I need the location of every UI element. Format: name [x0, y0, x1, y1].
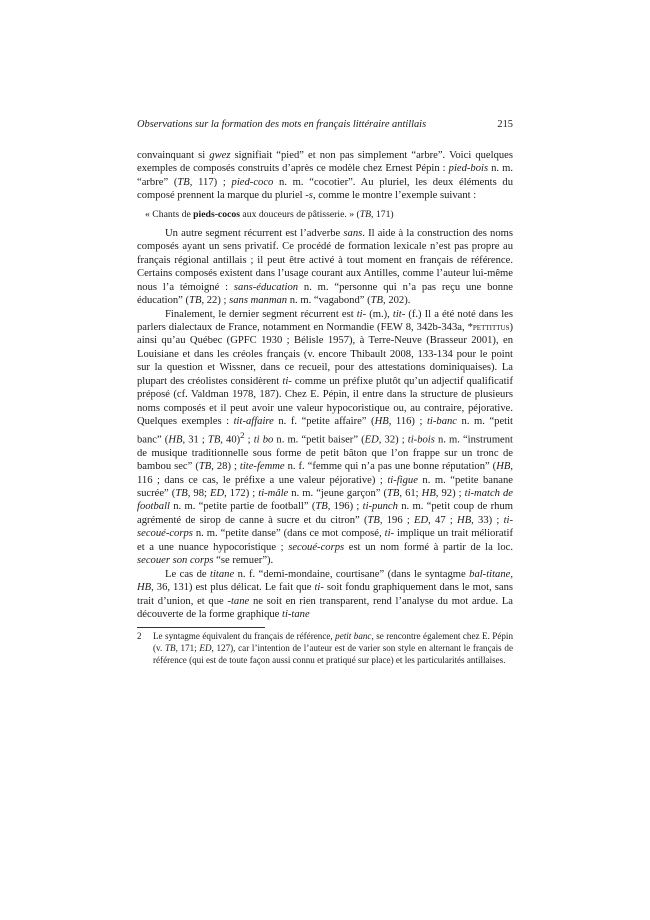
footnote-number: 2 [137, 631, 142, 642]
italic-text: ED [364, 434, 379, 446]
italic-text: ti- [384, 528, 395, 540]
italic-text: sans-éducation [233, 281, 299, 293]
italic-text: TB [315, 501, 328, 513]
italic-text: ti-mâle [258, 487, 289, 499]
italic-text: TB [189, 295, 202, 307]
page-number: 215 [497, 119, 513, 130]
italic-text: ti-match de football [137, 487, 513, 513]
italic-text: HB [137, 582, 152, 594]
italic-text: ti-banc [426, 416, 457, 428]
italic-text: sans manman [229, 295, 288, 307]
italic-text: ED [199, 643, 212, 654]
italic-text: tit-affaire [233, 416, 274, 428]
italic-text: pied-bois [448, 163, 489, 175]
italic-text: ED [209, 487, 225, 499]
italic-text: ti-bois [407, 434, 435, 446]
italic-text: ti-punch [362, 501, 398, 513]
italic-text: HB [168, 434, 183, 446]
paragraph: convainquant si gwez signifiait “pied” et non pas simplement “arbre”. Voici quelques exemples de composés construits d’après ce modèle chez Ernest Pépin : pied-bois n. m. “arbre” (TB, 117) ; pied-coco n. m. “cocotier”. Au pluriel, les deux éléments du composé prennent la marque du pluriel -s, comme le montre l’exemple suivant : [137, 150, 514, 202]
italic-text: gwez [209, 150, 231, 161]
italic-text: HB [496, 461, 511, 473]
body-text [137, 149, 513, 621]
italic-text: -s [305, 190, 313, 202]
italic-text: ED [414, 514, 429, 526]
small-caps-text: pettittus [472, 321, 510, 333]
italic-text: petit banc [335, 631, 372, 642]
bold-text: pieds-cocos [193, 208, 240, 220]
italic-text: ti-secoué-corps [137, 514, 513, 540]
italic-text: secoué-corps [288, 541, 345, 553]
italic-text: pied-coco [231, 176, 274, 188]
footnote [137, 631, 513, 666]
italic-text: TB [198, 461, 212, 473]
italic-text: HB [374, 416, 389, 428]
italic-text: sans [343, 227, 363, 239]
italic-text: ti- [282, 375, 292, 387]
block-quote: « Chants de pieds-cocos aux douceurs de pâtisserie. » (TB, 171) [145, 208, 394, 220]
footnote-ref: 2 [240, 429, 245, 440]
italic-text: TB [177, 176, 190, 188]
italic-text: ti-tane [282, 609, 310, 621]
paragraph: Le cas de titane n. f. “demi-mondaine, courtisane” (dans le syntagme bal-titane, HB, 36, 131) est plus délicat. Le fait que ti- soit fondu graphiquement dans le mot, sans trait d’union, et que -tane ne soit en rien transparent, rend l’analyse du mot ardue. La découverte de la forme graphique ti-tane [137, 568, 513, 621]
italic-text: tite-femme [239, 461, 285, 473]
footnote-rule [137, 627, 265, 628]
italic-text: TB [367, 514, 380, 526]
running-title: Observations sur la formation des mots en français littéraire antillais [137, 119, 427, 130]
italic-text: bal-titane [469, 568, 511, 580]
running-header [137, 118, 513, 131]
italic-text: ti- [314, 582, 324, 594]
italic-text: -tane [227, 595, 250, 607]
italic-text: TB [359, 208, 372, 220]
italic-text: TB [175, 487, 188, 499]
italic-text: TB [387, 487, 400, 499]
italic-text: TB [370, 295, 384, 307]
italic-text: HB [457, 514, 472, 526]
italic-text: tit- [392, 308, 406, 320]
italic-text: HB [421, 487, 436, 499]
italic-text: secouer son corps [137, 555, 214, 567]
italic-text: ti- [356, 308, 367, 320]
page [137, 118, 513, 667]
italic-text: TB [207, 434, 221, 446]
paragraph: Finalement, le dernier segment récurrent est ti- (m.), tit- (f.) Il a été noté dans les parlers dialectaux de France, notamment en Normandie (FEW 8, 342b-343a, *pettittus) ainsi qu’au Québec (GPFC 1930 ; Bélisle 1957), à Terre-Neuve (Brasseur 2001), en Louisiane et dans les créoles français (v. encore Thibault 2008, 133-134 pour le point sur la question et Wissner, dans ce recueil, pour des attestations dominiquaises). La plupart des créolistes considèrent ti- comme un préfixe plutôt qu’un adjectif qualificatif préposé (cf. Valdman 1978, 187). Chez E. Pépin, il entre dans la structure de plusieurs noms composés et il peut avoir une valeur hypocoristique ou, au contraire, péjorative. Quelques exemples : tit-affaire n. f. “petite affaire” (HB, 116) ; ti-banc n. m. “petit banc” (HB, 31 ; TB, 40)$^2$ ; ti bo n. m. “petit baiser” (ED, 32) ; ti-bois n. m. “instrument de musique traditionnelle sous forme de petit bâton que l’on frappe sur un tronc de bambou sec” (TB, 28) ; tite-femme n. f. “femme qui n’a pas une bonne réputation” (HB, 116 ; dans ce cas, le préfixe a une valeur péjorative) ; ti-figue n. m. “petite banane sucrée” (TB, 98; ED, 172) ; ti-mâle n. m. “jeune garçon” (TB, 61; HB, 92) ; ti-match de football n. m. “petite partie de football” (TB, 196) ; ti-punch n. m. “petit coup de rhum agrémenté de sirop de canne à sucre et du citron” (TB, 196 ; ED, 47 ; HB, 33) ; ti-secoué-corps n. m. “petite danse” (dans ce mot composé, ti- implique un trait mélioratif et a une nuance hypocoristique ; secoué-corps est un nom formé à partir de la loc. secouer son corps “se remuer”). [137, 308, 514, 567]
italic-text: ti-figue [387, 474, 418, 486]
italic-text: TB [164, 643, 176, 654]
italic-text: ti bo [253, 434, 274, 446]
paragraph: Un autre segment récurrent est l’adverbe sans. Il aide à la construction des noms composés ayant un sens privatif. Ce procédé de formation lexicale n’est pas propre au français régional antillais ; il peut être activé à tout moment en français de référence. Certains composés existent dans l’usage courant aux Antilles, comme l’auteur lui-même nous l’a témoigné : sans-éducation n. m. “personne qui n’a pas reçu une bonne éducation” (TB, 22) ; sans manman n. m. “vagabond” (TB, 202). [137, 227, 513, 307]
italic-text: titane [210, 568, 235, 580]
footnote-text: Le syntagme équivalent du français de référence, petit banc, se rencontre également chez E. Pépin (v. TB, 171; ED, 127), car l’intention de l’auteur est de varier son style en alternant le français de référence (qui est de toute façon aussi connu et pratiqué sur place) et les particularités antillaises. [153, 631, 513, 666]
